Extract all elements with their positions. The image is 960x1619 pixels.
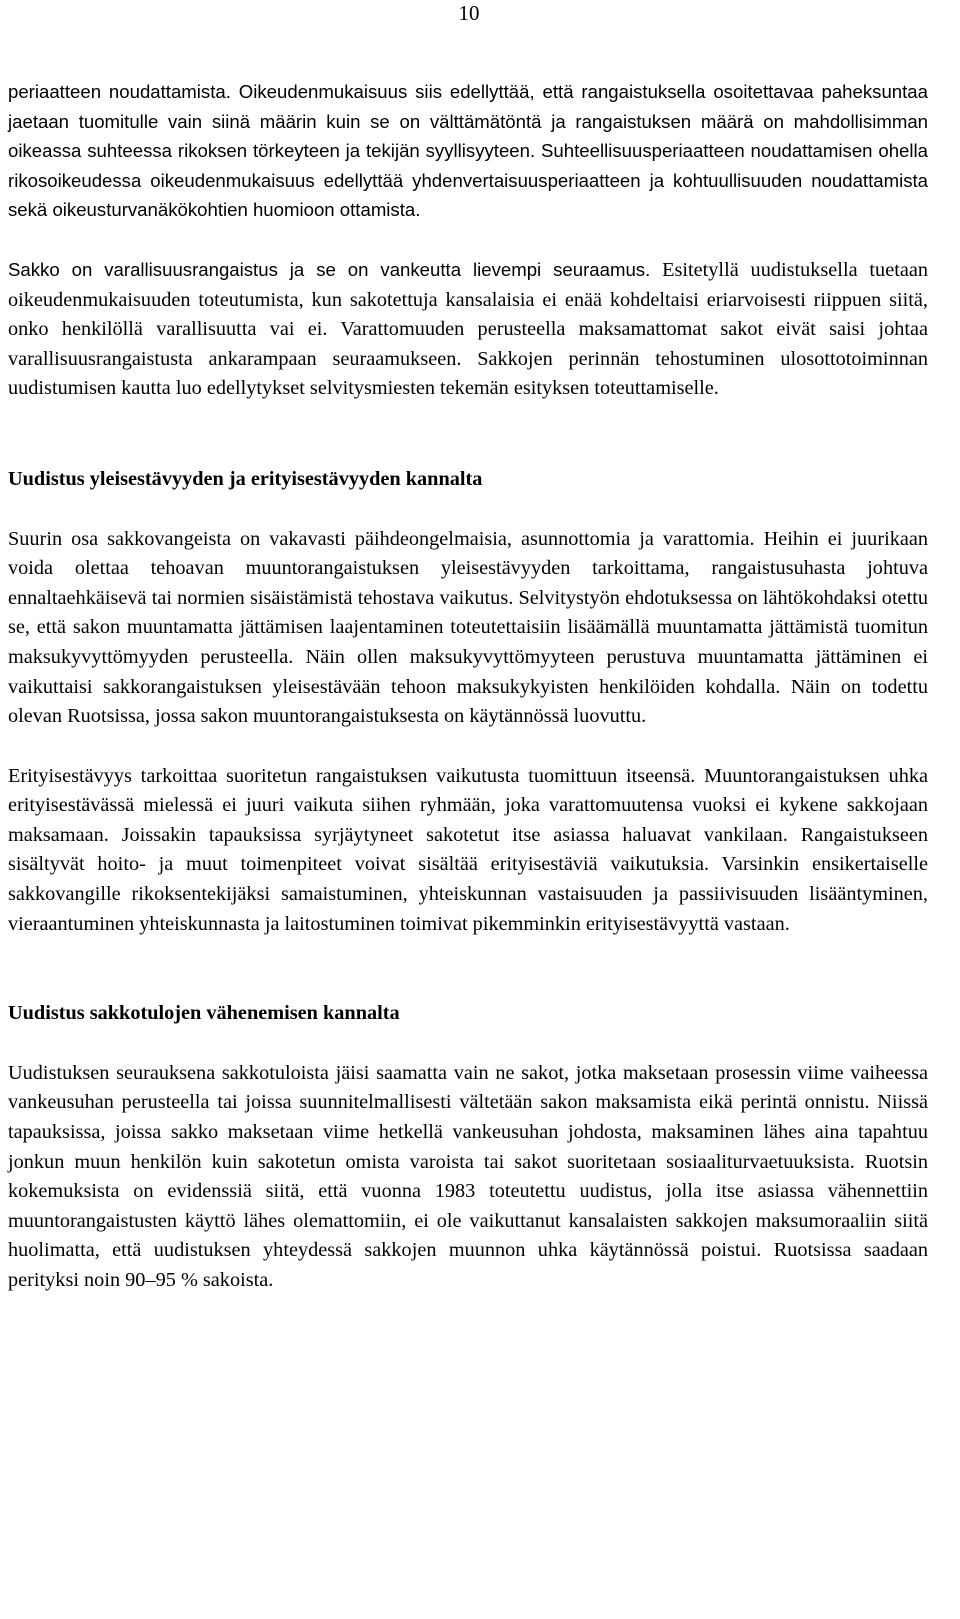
paragraph-fine-revenue: Uudistuksen seurauksena sakkotuloista jäisi saamatta vain ne sakot, jotka maksetaan prosessin viime vaiheessa vankeusuhan perusteella tai joissa suunnitelmallisesti vältetään sakon maksamista eikä perintä onnistu. Niissä tapauksissa, joissa sakko maksetaan viime hetkellä vankeusuhan johdosta, maksaminen lähes aina tapahtuu jonkun muun henkilön kuin sakotetun omista varoista tai sakot suoritetaan sosiaaliturvaetuuksista. Ruotsin kokemuksista on evidenssiä siitä, että vuonna 1983 toteutettu uudistus, jolla itse asiassa vähennettiin muuntorangaistusten käyttö lähes olemattomiin, ei ole vaikuttanut kansalaisten sakkojen maksumoraaliin siitä huolimatta, että uudistuksen yhteydessä sakkojen muunnon uhka käytännössä poistui. Ruotsissa saadaan perityksi noin 90–95 % sakoista. xyxy=(8,1061,928,1291)
document-body xyxy=(8,77,928,1296)
paragraph-fine-nature-body: Esitetyllä uudistuksella tuetaan oikeudenmukaisuuden toteutumista, kun sakotettuja kansalaisia ei enää kohdeltaisi eriarvoisesti riippuen siitä, onko henkilöllä varallisuutta vai ei. Varattomuuden perusteella maksamattomat sakot eivät saisi johtaa varallisuusrangaistusta ankarampaan seuraamukseen. Sakkojen perinnän tehostuminen ulosottotoiminnan uudistumisen kautta luo edellytykset selvitysmiesten tekemän esityksen toteuttamiselle. xyxy=(8,258,928,400)
paragraph-special-deterrence: Erityisestävyys tarkoittaa suoritetun rangaistuksen vaikutusta tuomittuun itseensä. Muuntorangaistuksen uhka erityisestävässä mielessä ei juuri vaikuta siihen ryhmään, joka varattomuutensa vuoksi ei kykene sakkojaan maksamaan. Joissakin tapauksissa syrjäytyneet sakotetut itse asiassa haluavat vankilaan. Rangaistukseen sisältyvät hoito- ja muut toimenpiteet voivat sisältää erityisestäviä vaikutuksia. Varsinkin ensikertaiselle sakkovangille rikoksentekijäksi samaistuminen, yhteiskunnan vastaisuuden ja passiivisuuden lisääntyminen, vieraantuminen yhteiskunnasta ja laitostuminen toimivat pikemminkin erityisestävyyttä vastaan. xyxy=(8,764,928,935)
section-heading-fine-revenue: Uudistus sakkotulojen vähenemisen kannalta xyxy=(8,1002,400,1025)
paragraph-fine-nature-lead: Sakko on varallisuusrangaistus ja se on vankeutta lievempi seuraamus. xyxy=(8,258,651,280)
paragraph-general-deterrence: Suurin osa sakkovangeista on vakavasti päihdeongelmaisia, asunnottomia ja varattomia. Heihin ei juurikaan voida olettaa tehoavan muuntorangaistuksen yleisestävyyden tarkoittama, rangaistusuhasta johtuva ennaltaehkäisevä tai normien sisäistämistä tehostava vaikutus. Selvitystyön ehdotuksessa on lähtökohdaksi otettu se, että sakon muuntamatta jättämisen laajentaminen toteutettaisiin lisäämällä muuntamatta jättämistä tuomitun maksukyvyttömyyden perusteella. Näin ollen maksukyvyttömyyteen perustuva muuntamatta jättäminen ei vaikuttaisi sakkorangaistuksen yleisestävään tehoon maksukykyisten henkilöiden kohdalla. Näin on todettu olevan Ruotsissa, jossa sakon muuntorangaistuksesta on käytännössä luovuttu. xyxy=(8,527,928,728)
paragraph-fairness: periaatteen noudattamista. Oikeudenmukaisuus siis edellyttää, että rangaistuksella osoitettavaa paheksuntaa jaetaan tuomitulle vain siinä määrin kuin se on välttämätöntä ja rangaistuksen määrä on mahdollisimman oikeassa suhteessa rikoksen törkeyteen ja tekijän syyllisyyteen. Suhteellisuusperiaatteen noudattamisen ohella rikosoikeudessa oikeudenmukaisuus edellyttää yhdenvertaisuusperiaatteen ja kohtuullisuuden noudattamista sekä oikeusturvanäkökohtien huomioon ottamista. xyxy=(8,81,928,221)
paragraph-fine-nature xyxy=(8,255,928,404)
section-heading-deterrence: Uudistus yleisestävyyden ja erityisestävyyden kannalta xyxy=(8,467,483,490)
page-number: 10 xyxy=(458,1,480,25)
